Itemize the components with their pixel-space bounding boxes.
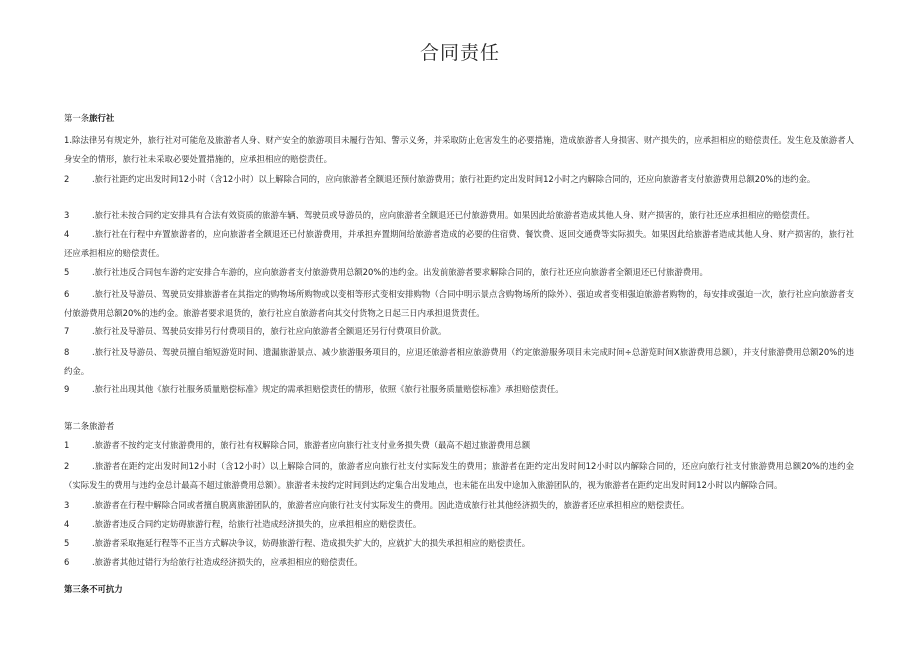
clause-text: .旅行社及导游员、驾驶员安排旅游者在其指定的购物场所购物或以变相等形式变相安排购物（合同中明示景点含购物场所的除外）、强迫或者变相强迫旅游者购物的，每安排或强迫一次，旅行社应向旅游者支付旅游费用总额20%的违约金。旅游者要求退货的，旅行社应自旅游者向其交付货物之日起三日内承担退货责任。 bbox=[64, 289, 854, 318]
clause-paragraph bbox=[64, 131, 854, 168]
clause-paragraph bbox=[64, 206, 854, 225]
clause-paragraph bbox=[64, 553, 854, 572]
clause-paragraph bbox=[64, 263, 854, 282]
clause-paragraph bbox=[64, 457, 854, 494]
section-heading-prefix: 第二条旅游者 bbox=[64, 421, 115, 431]
clause-number: 4 bbox=[64, 229, 70, 239]
clause-number: 1 bbox=[64, 440, 70, 450]
clause-text: .旅行社及导游员、驾驶员安排另行付费项目的，旅行社应向旅游者全额退还另行付费项目价款。 bbox=[92, 326, 447, 336]
clause-number: 5 bbox=[64, 538, 70, 548]
clause-text: 除法律另有规定外，旅行社对可能危及旅游者人身、财产安全的旅游项目未履行告知、警示义务，并采取防止危害发生的必要措施，造成旅游者人身损害、财产损失的，应承担相应的赔偿责任。发生危及旅游者人身安全的情形，旅行社未采取必要处置措施的，应承担相应的赔偿责任。 bbox=[64, 135, 854, 164]
clause-text: .旅游者违反合同约定妨碍旅游行程，给旅行社造成经济损失的，应承担相应的赔偿责任。 bbox=[92, 519, 422, 529]
section-heading-2 bbox=[64, 420, 114, 432]
clause-paragraph bbox=[64, 225, 854, 262]
section-heading-1 bbox=[64, 112, 114, 124]
clause-number: 6 bbox=[64, 557, 70, 567]
clause-paragraph bbox=[64, 285, 854, 322]
clause-number: 9 bbox=[64, 384, 70, 394]
clause-number: 8 bbox=[64, 347, 70, 357]
clause-number: 1. bbox=[64, 135, 72, 145]
clause-number: 4 bbox=[64, 519, 70, 529]
section-heading-3 bbox=[64, 583, 123, 595]
clause-text: .旅行社在行程中弃置旅游者的，应向旅游者全额退还已付旅游费用，并承担弃置期间给旅游者造成的必要的住宿费、餐饮费、返回交通费等实际损失。如果因此给旅游者造成其他人身、财产损害的，旅行社还应承担相应的赔偿责任。 bbox=[64, 229, 854, 258]
clause-text: .旅行社出现其他《旅行社服务质量赔偿标准》规定的需承担赔偿责任的情形，依照《旅行社服务质量赔偿标准》承担赔偿责任。 bbox=[92, 384, 564, 394]
clause-text: .旅行社距约定出发时间12小时（含12小时）以上解除合同的，应向旅游者全额退还预付旅游费用；旅行社距约定出发时间12小时之内解除合同的，还应向旅游者支付旅游费用总额20%的违约金。 bbox=[92, 174, 816, 184]
clause-number: 3 bbox=[64, 210, 70, 220]
clause-text: .旅游者在行程中解除合同或者擅自脱离旅游团队的，旅游者应向旅行社支付实际发生的费用。因此造成旅行社其他经济损失的，旅游者还应承担相应的赔偿责任。 bbox=[92, 500, 690, 510]
clause-paragraph bbox=[64, 515, 854, 534]
section-heading-bold: 第三条不可抗力 bbox=[64, 584, 123, 594]
clause-paragraph bbox=[64, 534, 854, 553]
clause-number: 2 bbox=[64, 461, 70, 471]
clause-text: .旅游者采取拖延行程等不正当方式解决争议，妨碍旅游行程、造成损失扩大的，应就扩大的损失承担相应的赔偿责任。 bbox=[92, 538, 531, 548]
clause-paragraph bbox=[64, 170, 854, 189]
clause-number: 7 bbox=[64, 326, 70, 336]
clause-text: .旅行社违反合同包车游约定安排合车游的，应向旅游者支付旅游费用总额20%的违约金。出发前旅游者要求解除合同的，旅行社还应向旅游者全额退还已付旅游费用。 bbox=[92, 267, 708, 277]
document-title: 合同责任 bbox=[419, 42, 500, 64]
clause-number: 2 bbox=[64, 174, 70, 184]
clause-paragraph bbox=[64, 496, 854, 515]
section-heading-bold: 旅行社 bbox=[89, 113, 115, 123]
clause-paragraph bbox=[64, 322, 854, 341]
clause-paragraph bbox=[64, 436, 854, 455]
clause-paragraph bbox=[64, 343, 854, 380]
clause-text: .旅游者其他过错行为给旅行社造成经济损失的，应承担相应的赔偿责任。 bbox=[92, 557, 363, 567]
clause-text: .旅行社及导游员、驾驶员擅自缩短游览时间、遗漏旅游景点、减少旅游服务项目的，应退还旅游者相应旅游费用（约定旅游服务项目未完成时间÷总游览时间X旅游费用总额），并支付旅游费用总额20%的违约金。 bbox=[64, 347, 854, 376]
clause-number: 5 bbox=[64, 267, 70, 277]
clause-number: 3 bbox=[64, 500, 70, 510]
clause-text: .旅游者在距约定出发时间12小时（含12小时）以上解除合同的，旅游者应向旅行社支付实际发生的费用；旅游者在距约定出发时间12小时以内解除合同的，还应向旅行社支付旅游费用总额20%的违约金（实际发生的费用与违约金总计最高不超过旅游费用总额）。旅游者未按约定时间到达约定集合出发地点，也未能在出发中途加入旅游团队的，视为旅游者在距约定出发时间12小时以内解除合同。 bbox=[64, 461, 854, 490]
clause-number: 6 bbox=[64, 289, 70, 299]
clause-paragraph bbox=[64, 380, 854, 399]
clause-text: .旅行社未按合同约定安排具有合法有效资质的旅游车辆、驾驶员或导游员的，应向旅游者全额退还已付旅游费用。如果因此给旅游者造成其他人身、财产损害的，旅行社还应承担相应的赔偿责任。 bbox=[92, 210, 815, 220]
section-heading-prefix: 第一条 bbox=[64, 113, 90, 123]
clause-text: .旅游者不按约定支付旅游费用的，旅行社有权解除合同，旅游者应向旅行社支付业务损失费（最高不超过旅游费用总额 bbox=[92, 440, 531, 450]
